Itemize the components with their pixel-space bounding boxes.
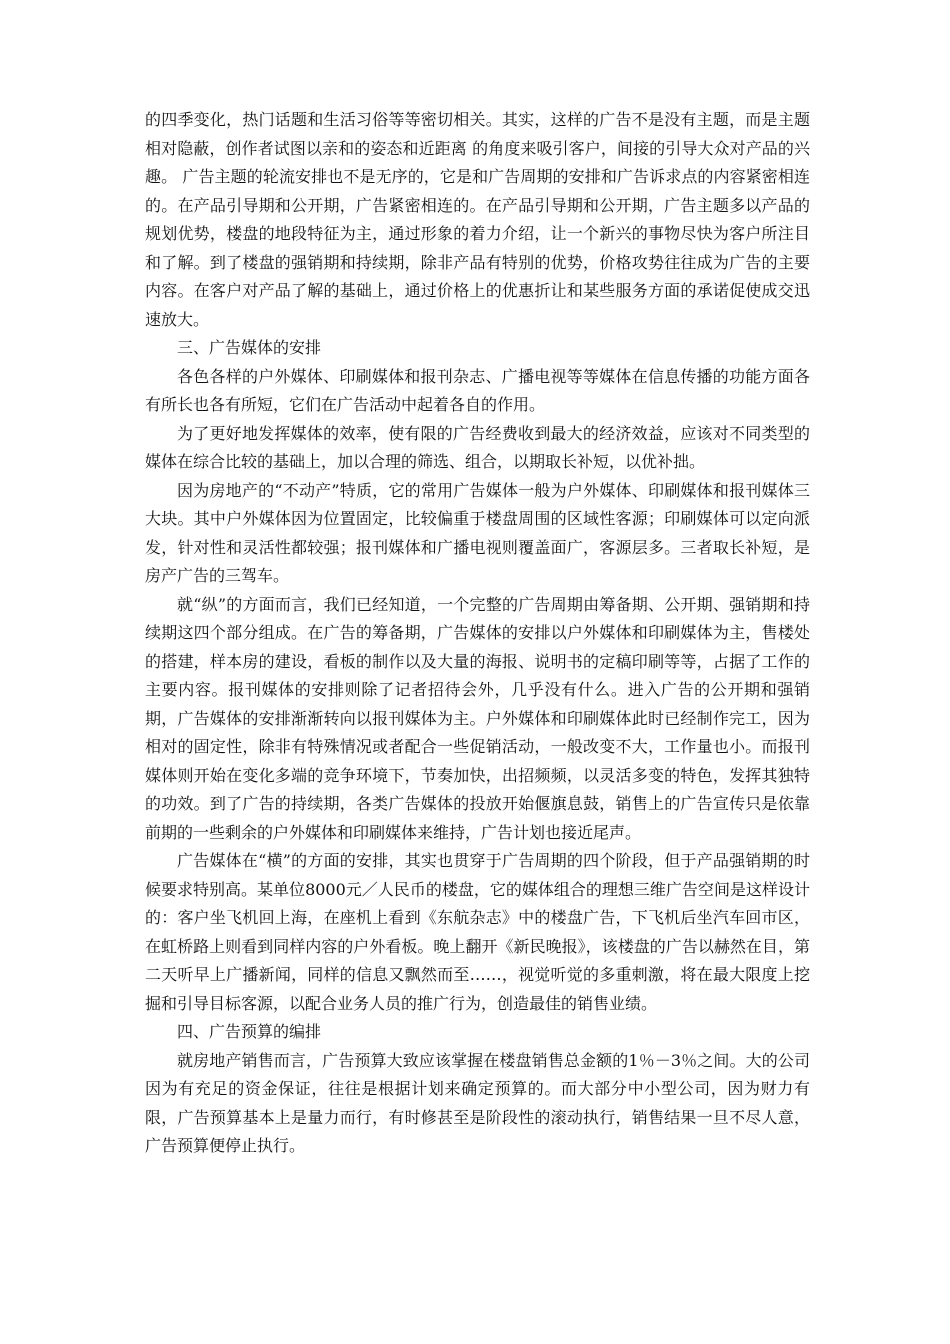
text-line: 可以定向派发，针对性和灵活性都较强；报刊媒体和广播电视则覆盖面广，客源层多。三 bbox=[145, 509, 810, 557]
paragraph bbox=[145, 847, 810, 1018]
text-line: 各色各样的户外媒体、印刷媒体和报刊杂志、广播电视等等媒体在信息传播的功能方 bbox=[177, 366, 778, 386]
text-line: 财力有限，广告预算基本上是量力而行，有时修甚至是阶段性的滚动执行，销售结果一旦 bbox=[145, 1079, 810, 1127]
text-line: 告主题多以产品的规划优势，楼盘的地段特征为主，通过形象的着力介绍，让一个新兴的 bbox=[145, 195, 810, 243]
text-line: 因为房地产的“不动产”特质，它的常用广告媒体一般为户外媒体、印刷媒体和报刊 bbox=[177, 480, 762, 500]
text-line: 的公开期和强销期，广告媒体的安排渐渐转向以报刊媒体为主。户外媒体和印刷媒体此时 bbox=[145, 680, 810, 728]
text-line: 期和持续期这四个部分组成。在广告的筹备期，广告媒体的安排以户外媒体和印刷媒体为 bbox=[145, 594, 810, 642]
text-line: 事物尽快为客户所注目和了解。到了楼盘的强销期和持续期，除非产品有特别的优势，价 bbox=[145, 224, 810, 272]
paragraph bbox=[145, 591, 810, 848]
text-line: 的广告以赫然在目，第二天听早上广播新闻，同样的信息又飘然而至……，视觉听觉的多 bbox=[145, 936, 810, 984]
text-line: 的四季变化，热门话题和生活习俗等等密切相关。其实，这样的广告不是没有主题，而是 bbox=[145, 110, 778, 129]
text-line: 坐汽车回市区，在虹桥路上则看到同样内容的户外看板。晚上翻开《新民晚报》，该楼盘 bbox=[145, 908, 810, 956]
text-line: 划也接近尾声。 bbox=[529, 822, 642, 842]
text-line: 主，售楼处的搭建，样本房的建设，看板的制作以及大量的海报、说明书的定稿印刷等等， bbox=[145, 623, 810, 671]
text-line: 期的时候要求特别高。某单位8000元／人民币的楼盘，它的媒体组合的理想三维广告空间 bbox=[145, 851, 810, 899]
paragraph bbox=[145, 334, 810, 363]
text-line: 型的媒体在综合比较的基础上，加以合理的筛选、组合，以期取长补短，以优补拙。 bbox=[145, 423, 810, 471]
text-line: 大，工作量也小。而报刊媒体则开始在变化多端的竞争环境下，节奏加快，出招频频，以 bbox=[145, 737, 810, 785]
text-line: 某些服务方面的承诺促使成交迅速放大。 bbox=[145, 281, 810, 329]
text-line: 就房地产销售而言，广告预算大致应该掌握在楼盘销售总金额的1％－3％之间。大的 bbox=[177, 1050, 778, 1070]
text-line: 广告媒体在“横”的方面的安排，其实也贯穿于广告周期的四个阶段，但于产品强销 bbox=[177, 851, 762, 870]
paragraph bbox=[145, 1018, 810, 1047]
paragraph bbox=[145, 420, 810, 477]
paragraph bbox=[145, 1047, 810, 1161]
text-line: 重刺激，将在最大限度上挖掘和引导目标客源，以配合业务人员的推广行为，创造最佳的 bbox=[145, 965, 810, 1013]
text-line: 者取长补短，是房产广告的三驾车。 bbox=[145, 537, 810, 585]
paragraph bbox=[145, 363, 810, 420]
document-page bbox=[145, 106, 810, 1161]
text-line: 公司因为有充足的资金保证，往往是根据计划来确定预算的。而大部分中小型公司，因为 bbox=[145, 1050, 810, 1098]
text-line: 为了更好地发挥媒体的效率，使有限的广告经费收到最大的经济效益，应该对不同类 bbox=[177, 423, 778, 443]
text-line: 媒体三大块。其中户外媒体因为位置固定，比较偏重于楼盘周围的区域性客源；印刷媒体 bbox=[145, 480, 810, 528]
text-line: 格攻势往往成为广告的主要内容。在客户对产品了解的基础上，通过价格上的优惠折让和 bbox=[145, 252, 810, 300]
text-line: 三、广告媒体的安排 bbox=[177, 338, 322, 357]
text-line: 产品的兴趣。 广告主题的轮流安排也不是无序的，它是和广告周期的安排和广告诉求点的 bbox=[145, 138, 810, 186]
text-line: 灵活多变的特色，发挥其独特的功效。到了广告的持续期，各类广告媒体的投放开始偃旗 bbox=[145, 765, 810, 813]
text-line: 主题相对隐蔽，创作者试图以亲和的姿态和近距离 的角度来吸引客户，间接的引导大众对 bbox=[145, 110, 810, 158]
text-line: 已经制作完工，因为相对的固定性，除非有特殊情况或者配合一些促销活动，一般改变不 bbox=[145, 708, 810, 756]
paragraph bbox=[145, 106, 810, 334]
text-line: 就“纵”的方面而言，我们已经知道，一个完整的广告周期由筹备期、公开期、强销 bbox=[177, 594, 762, 614]
text-line: 占据了工作的主要内容。报刊媒体的安排则除了记者招待会外，几乎没有什么。进入广告 bbox=[145, 651, 810, 699]
text-line: 息鼓，销售上的广告宣传只是依靠前期的一些剩余的户外媒体和印刷媒体来维持，广告计 bbox=[145, 794, 810, 842]
text-line: 四、广告预算的编排 bbox=[177, 1022, 322, 1041]
text-line: 不尽人意，广告预算便停止执行。 bbox=[145, 1107, 810, 1155]
text-line: 销售业绩。 bbox=[577, 993, 658, 1013]
text-line: 内容紧密相连的。在产品引导期和公开期，广告紧密相连的。在产品引导期和公开期，广 bbox=[145, 167, 810, 215]
paragraph bbox=[145, 477, 810, 591]
text-line: 面各有所长也各有所短，它们在广告活动中起着各自的作用。 bbox=[145, 366, 810, 414]
text-line: 是这样设计的：客户坐飞机回上海，在座机上看到《东航杂志》中的楼盘广告，下飞机后 bbox=[145, 879, 810, 927]
